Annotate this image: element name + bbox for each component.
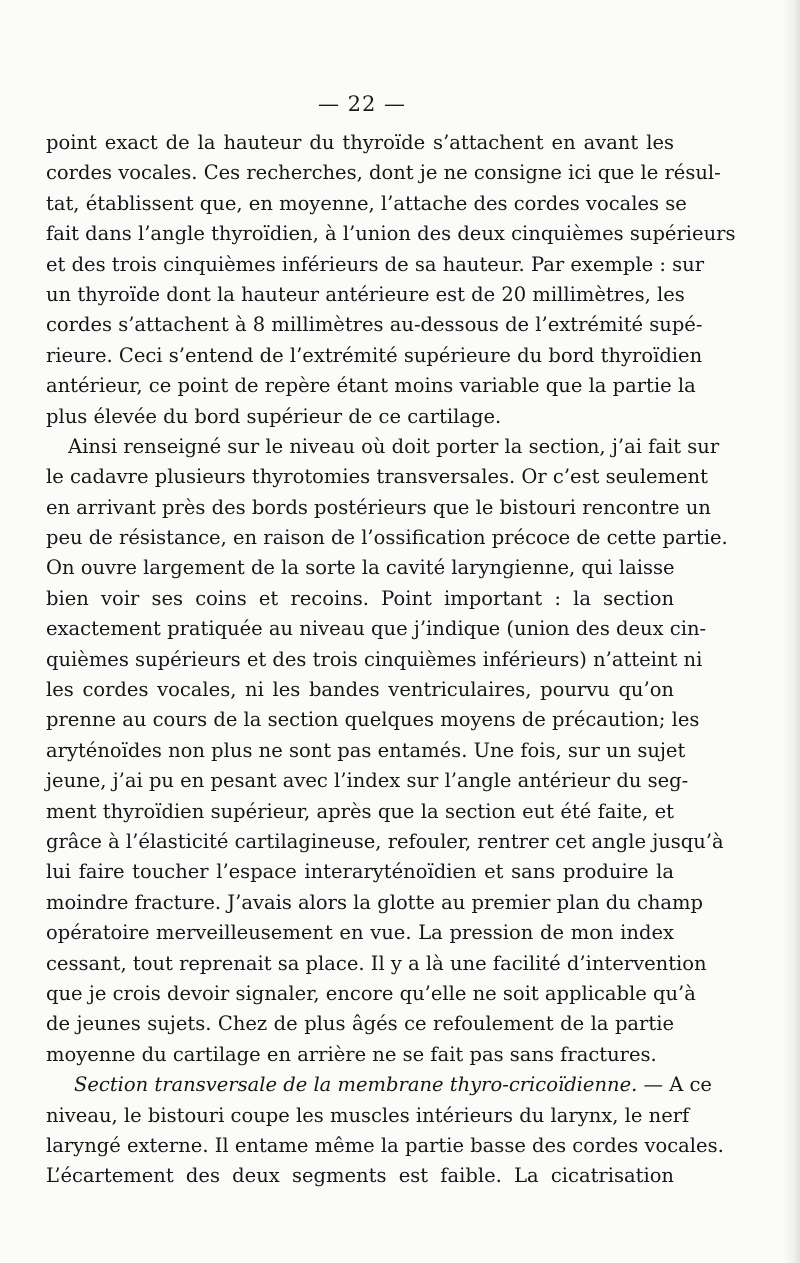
text-line: L’écartement des deux segments est faible. La cicatrisation <box>46 1164 674 1188</box>
text-line: et des trois cinquièmes inférieurs de sa hauteur. Par exemple : sur <box>46 252 705 276</box>
text-line: lui faire toucher l’espace interaryténoïdien et sans produire la <box>46 860 674 884</box>
text-line: On ouvre largement de la sorte la cavité laryngienne, qui laisse <box>46 556 675 580</box>
text-line: fait dans l’angle thyroïdien, à l’union des deux cinquièmes supérieurs <box>46 222 736 246</box>
paragraph-start-line: Ainsi renseigné sur le niveau où doit porter la section, j’ai fait sur <box>68 434 720 458</box>
paragraph-end-line: plus élevée du bord supérieur de ce cartilage. <box>46 404 502 428</box>
text-line: de jeunes sujets. Chez de plus âgés ce refoulement de la partie <box>46 1012 674 1036</box>
text-line: jeune, j’ai pu en pesant avec l’index sur l’angle antérieur du seg- <box>46 769 689 793</box>
text-line: exactement pratiquée au niveau que j’indique (union des deux cin- <box>46 617 707 641</box>
text-line: grâce à l’élasticité cartilagineuse, refouler, rentrer cet angle jusqu’à <box>46 829 724 853</box>
text-line: peu de résistance, en raison de l’ossification précoce de cette partie. <box>46 526 728 550</box>
body-text <box>46 128 736 1192</box>
text-line: laryngé externe. Il entame même la partie basse des cordes vocales. <box>46 1133 724 1157</box>
page-number: — 22 — <box>317 92 407 116</box>
text-line: point exact de la hauteur du thyroïde s’attachent en avant les <box>46 131 674 154</box>
section-heading-line <box>46 1070 712 1100</box>
text-line: antérieur, ce point de repère étant moins variable que la partie la <box>46 374 696 398</box>
text-line: les cordes vocales, ni les bandes ventriculaires, pourvu qu’on <box>46 678 674 702</box>
paragraph-end-line: moyenne du cartilage en arrière ne se fait pas sans fractures. <box>46 1042 657 1066</box>
text-line: aryténoïdes non plus ne sont pas entamés. Une fois, sur un sujet <box>46 738 686 762</box>
text-line: le cadavre plusieurs thyrotomies transversales. Or c’est seulement <box>46 465 708 489</box>
text-line: en arrivant près des bords postérieurs que le bistouri rencontre un <box>46 495 711 519</box>
text-line: rieure. Ceci s’entend de l’extrémité supérieure du bord thyroïdien <box>46 343 703 367</box>
text-line: cessant, tout reprenait sa place. Il y a là une facilité d’intervention <box>46 951 707 975</box>
text-line: un thyroïde dont la hauteur antérieure est de 20 millimètres, les <box>46 282 685 306</box>
text-line: cordes vocales. Ces recherches, dont je ne consigne ici que le résul- <box>46 161 721 185</box>
text-line: prenne au cours de la section quelques moyens de précaution; les <box>46 708 700 732</box>
text-line: bien voir ses coins et recoins. Point important : la section <box>46 586 674 610</box>
section-heading: Section transversale de la membrane thyro-cricoïdienne. <box>74 1073 638 1097</box>
page-edge-shadow <box>782 0 800 1263</box>
text-line: ment thyroïdien supérieur, après que la section eut été faite, et <box>46 799 674 823</box>
text-line: quièmes supérieurs et des trois cinquièmes inférieurs) n’atteint ni <box>46 647 703 671</box>
text-line: cordes s’attachent à 8 millimètres au-dessous de l’extrémité supé- <box>46 313 703 337</box>
text-line: niveau, le bistouri coupe les muscles intérieurs du larynx, le nerf <box>46 1103 690 1127</box>
section-heading-continuation: — A ce <box>643 1073 712 1097</box>
text-line: que je crois devoir signaler, encore qu’elle ne soit applicable qu’à <box>46 981 696 1005</box>
text-line: moindre fracture. J’avais alors la glotte au premier plan du champ <box>46 890 704 914</box>
text-line: opératoire merveilleusement en vue. La pression de mon index <box>46 921 674 945</box>
text-line: tat, établissent que, en moyenne, l’attache des cordes vocales se <box>46 191 687 215</box>
